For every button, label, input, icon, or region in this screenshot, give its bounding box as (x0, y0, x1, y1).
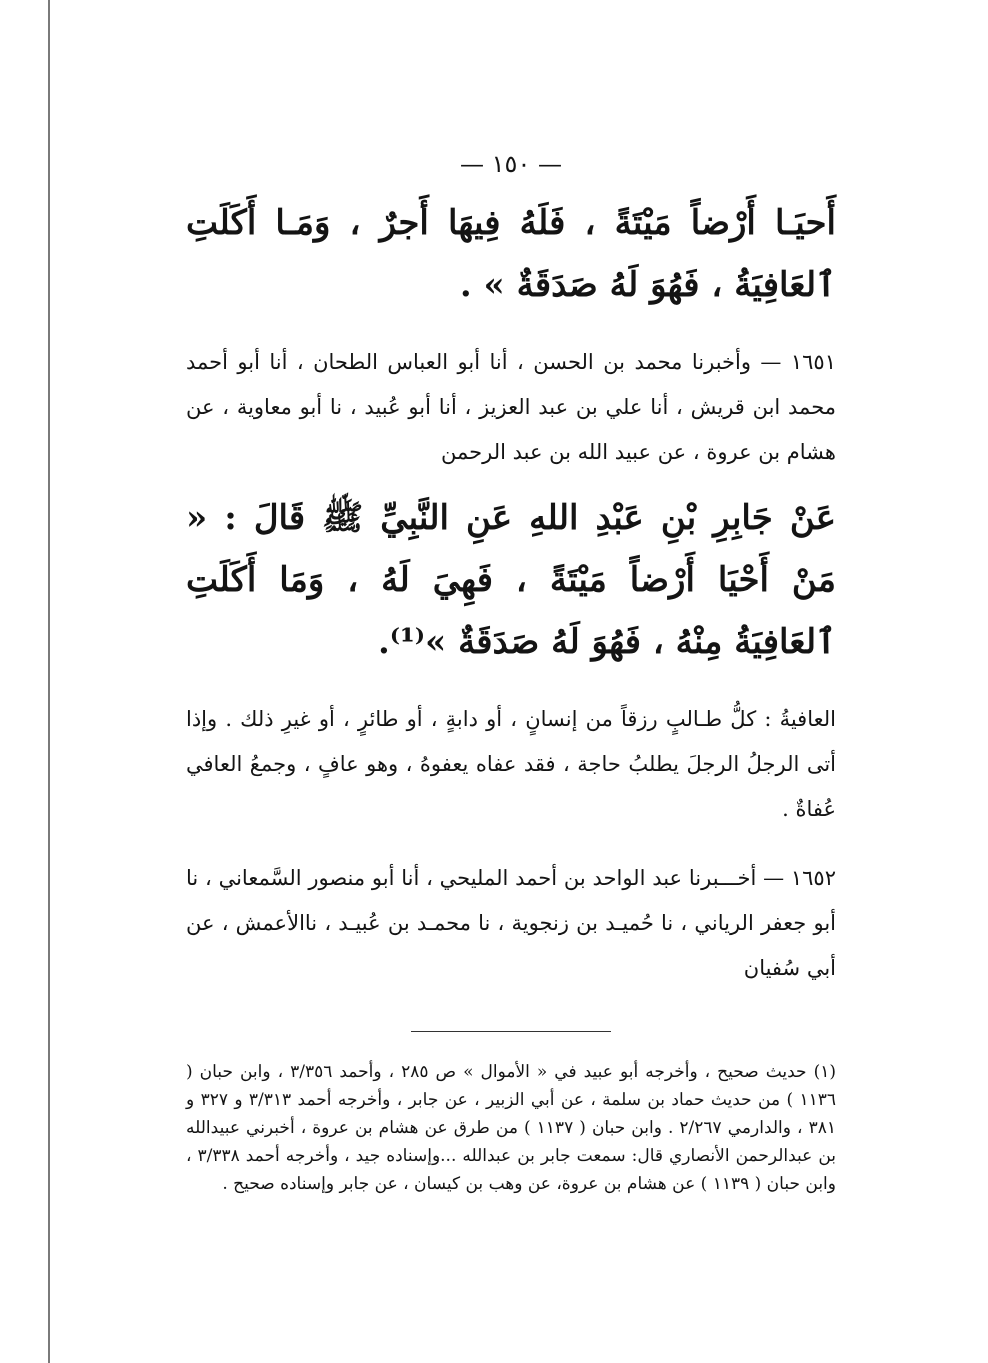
hadith-continuation: أَحيَـا أَرْضاً مَيْتَةً ، فَلَهُ فِيهَا أَجرٌ ، وَمَـا أَكَلَتِ ٱلعَافِيَةُ ، فَهُوَ لَهُ صَدَقَةٌ » . (186, 203, 836, 305)
book-page (186, 150, 836, 1198)
footnote-separator (411, 1031, 611, 1032)
hadith-1651-isnad: ١٦٥١ — وأخبرنا محمد بن الحسن ، أنا أبو العباس الطحان ، أنا أبو أحمد محمد ابن قريش ، أنا علي بن عبد العزيز ، أنا أبو عُبيد ، نا أبو معاوية ، عن هشام بن عروة ، عن عبيد الله بن عبد الرحمن (186, 350, 836, 464)
hadith-1652-isnad: ١٦٥٢ — أخـــبرنا عبد الواحد بن أحمد المليحي ، أنا أبو منصور السَّمعاني ، نا أبو جعفر الرياني ، نا حُميـد بن زنجوية ، نا محمـد بن عُبيـد ، ناالأعمش ، عن أبي سُفيان (186, 866, 836, 980)
footnote-1: (١) حديث صحيح ، وأخرجه أبو عبيد في « الأموال » ص ٢٨٥ ، وأحمد ٣/٣٥٦ ، وابن حبان ( ١١٣٦ ) من حديث حماد بن سلمة ، عن أبي الزبير ، عن جابر ، وأخرجه أحمد ٣/٣١٣ و ٣٢٧ و ٣٨١ ، والدارمي ٢/٢٦٧ . وابن حبان ( ١١٣٧ ) من طرق عن هشام بن عروة ، أخبرني عبيدالله بن عبدالرحمن الأنصاري قال: سمعت جابر بن عبدالله ...وإسناده جيد ، وأخرجه أحمد ٣/٣٣٨ ، وابن حبان ( ١١٣٩ ) عن هشام بن عروة، عن وهب بن كيسان ، عن جابر وإسناده صحيح . (186, 1062, 836, 1194)
page-number: — ١٥٠ — (460, 150, 562, 178)
vocabulary-gloss: العافيةُ : كلُّ طـالبٍ رزقاً من إنسانٍ ، أو دابةٍ ، أو طائرٍ ، أو غيرِ ذلك . وإذا أتى الرجلُ الرجلَ يطلبُ حاجة ، فقد عفاه يعفوهُ ، وهو عافٍ ، وجمعُ العافي عُفاةٌ . (186, 707, 836, 821)
page-margin-rule (48, 0, 50, 1363)
hadith-1651-matn: عَنْ جَابِرِ بْنِ عَبْدِ اللهِ عَنِ النَّبِيِّ ﷺ قَالَ : « مَنْ أَحْيَا أَرْضاً مَيْتَةً ، فَهِيَ لَهُ ، وَمَا أَكَلَتِ ٱلعَافِيَةُ مِنْهُ ، فَهُوَ لَهُ صَدَقَةٌ »⁽¹⁾. (186, 498, 836, 662)
